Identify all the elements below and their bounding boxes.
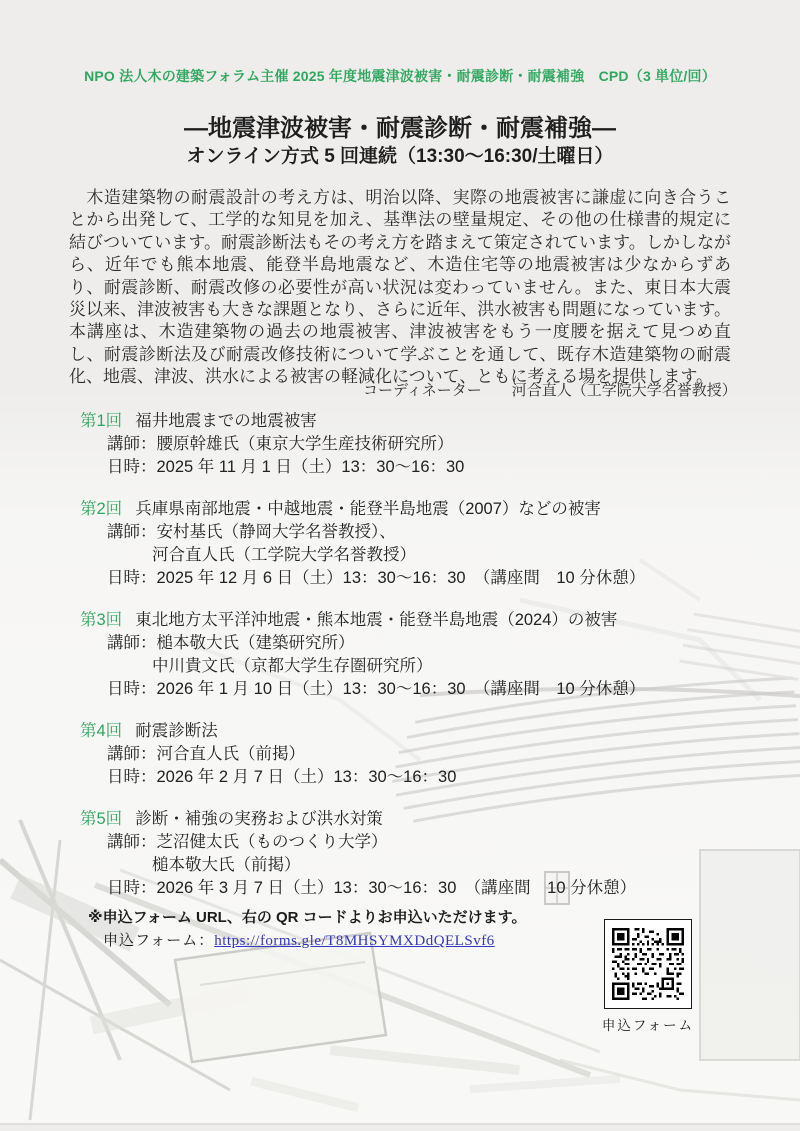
session-5-datetime: 日時：2026 年 3 月 7 日（土）13：30～16：30 （講座間 10 分休憩） bbox=[107, 879, 637, 897]
qr-code bbox=[604, 919, 692, 1009]
session-3-datetime: 日時：2026 年 1 月 10 日（土）13：30～16：30 （講座間 10 分休憩） bbox=[107, 680, 646, 698]
session-3-round: 第3回 bbox=[80, 611, 123, 629]
session-5-round: 第5回 bbox=[80, 810, 123, 828]
apply-form-link[interactable]: https://forms.gle/T8MHSYMXDdQELSvf6 bbox=[214, 933, 495, 949]
session-1-datetime: 日時：2025 年 11 月 1 日（土）13：30～16：30 bbox=[107, 458, 465, 476]
session-4-round: 第4回 bbox=[80, 722, 123, 740]
intro-paragraph: 木造建築物の耐震設計の考え方は、明治以降、実際の地震被害に謙虚に向き合うことから出発して、工学的な知見を加え、基準法の壁量規定、その他の仕様書的規定に結びついています。耐震診断法もその考え方を踏まえて策定されています。しかしながら、近年でも熊本地震、能登半島地震など、木造住宅等の地震被害は少なからずあり、耐震診断、耐震改修の必要性が高い状況は変わっていません。また、東日本大震災以来、津波被害も大きな課題となり、さらに近年、洪水被害も問題になっています。本講座は、木造建築物の過去の地震被害、津波被害をもう一度腰を据えて見つめ直し、耐震診断法及び耐震改修技術について学ぶことを通して、既存木造建築物の耐震化、地震、津波、洪水による被害の軽減化について、ともに考える場を提供します。 bbox=[69, 188, 731, 387]
page-title: ―地震津波被害・耐震診断・耐震補強― bbox=[184, 115, 616, 142]
apply-note: ※申込フォーム URL、右の QR コードよりお申込いただけます。 bbox=[88, 909, 527, 926]
session-5-title: 診断・補強の実務および洪水対策 bbox=[135, 810, 383, 828]
qr-caption: 申込フォーム bbox=[601, 1018, 695, 1033]
coordinator-line: コーディネーター 河合直人（工学院大学名誉教授） bbox=[363, 382, 737, 399]
session-1 bbox=[0, 410, 800, 479]
session-5-lecturer-1: 講師：芝沼健太氏（ものつくり大学） bbox=[107, 833, 388, 851]
session-2-lecturer-1: 講師：安村基氏（静岡大学名誉教授）、 bbox=[107, 523, 396, 541]
session-3 bbox=[0, 609, 800, 701]
session-3-lecturer-1: 講師：槌本敬大氏（建築研究所） bbox=[107, 634, 355, 652]
session-1-round: 第1回 bbox=[80, 412, 123, 430]
session-2 bbox=[0, 498, 800, 590]
session-4-lecturer: 講師：河合直人氏（前掲） bbox=[107, 745, 305, 763]
organizer-line: NPO 法人木の建築フォラム主催 2025 年度地震津波被害・耐震診断・耐震補強 CPD（3 単位/回） bbox=[84, 68, 716, 84]
session-1-lecturer: 講師：腰原幹雄氏（東京大学生産技術研究所） bbox=[107, 435, 454, 453]
session-5-lecturer-2: 槌本敬大氏（前掲） bbox=[152, 856, 301, 874]
session-3-lecturer-2: 中川貴文氏（京都大学生存圏研究所） bbox=[152, 657, 433, 675]
session-2-title: 兵庫県南部地震・中越地震・能登半島地震（2007）などの被害 bbox=[135, 500, 601, 518]
session-3-title: 東北地方太平洋沖地震・熊本地震・能登半島地震（2024）の被害 bbox=[135, 611, 618, 629]
session-2-datetime: 日時：2025 年 12 月 6 日（土）13：30～16：30 （講座間 10 分休憩） bbox=[107, 569, 646, 587]
page-subtitle: オンライン方式 5 回連続（13:30～16:30/土曜日） bbox=[186, 146, 614, 167]
apply-form-label: 申込フォーム： bbox=[103, 933, 215, 949]
session-1-title: 福井地震までの地震被害 bbox=[135, 412, 317, 430]
session-2-lecturer-2: 河合直人氏（工学院大学名誉教授） bbox=[152, 546, 416, 564]
session-2-round: 第2回 bbox=[80, 500, 123, 518]
apply-form-line bbox=[103, 929, 495, 950]
session-list bbox=[0, 410, 800, 919]
session-4 bbox=[0, 720, 800, 789]
session-4-datetime: 日時：2026 年 2 月 7 日（土）13：30～16：30 bbox=[107, 768, 457, 786]
session-5 bbox=[0, 808, 800, 900]
session-4-title: 耐震診断法 bbox=[135, 722, 218, 740]
